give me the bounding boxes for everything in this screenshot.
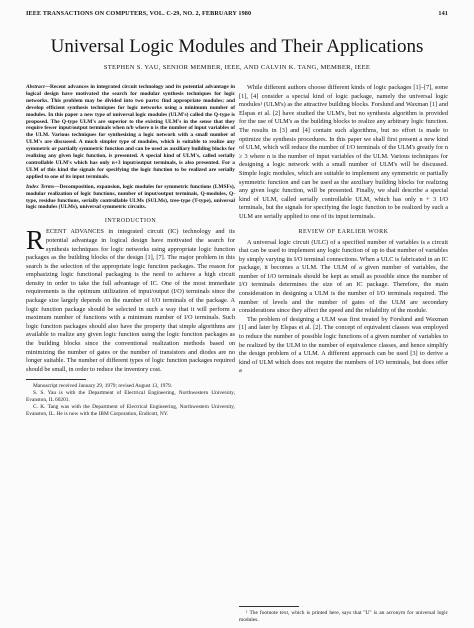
- page-number: 141: [438, 10, 448, 17]
- abstract-text: Recent advances in integrated circuit technology and its potential advantage in logical design have motivated the search for modular synthesis techniques for logic networks. This problem may be divided into two parts: find appropriate modules; and develop efficient synthesis techniques for logic networks using a minimum number of modules. In this paper a new type of universal logic modules (ULM's) called the Q-type is proposed. The Q-type ULM's are superior to the existing ULM's in the sense that they require fewer input/output terminals when n/b where n is the number of input variables of the ULM. Various techniques for synthesizing a logic network with a small number of ULM's are discussed. A much simpler type of modules, which is suitable to realize any symmetric or partially symmetric function and can be used as auxiliary building blocks for realizing any given logic function, is presented. A special kind of ULM's, called serially controllable ULM's which has only n+3 input/output terminals, is also presented. For a ULM of this kind the signals for specifying the logic function to be realized are serially applied to one of its input terminals.: [26, 84, 235, 180]
- paper-title: Universal Logic Modules and Their Applications: [50, 36, 424, 57]
- left-column: [26, 84, 235, 417]
- journal-citation: IEEE TRANSACTIONS ON COMPUTERS, VOL. C-29, NO. 2, FEBRUARY 1980: [26, 10, 252, 17]
- footnote-divider: [26, 379, 86, 380]
- footnote-divider: [239, 606, 299, 607]
- footnote-manuscript: Manuscript received January 29, 1979; revised August 13, 1979.: [33, 383, 173, 390]
- footnote-author-tang: C. K. Tang was with the Department of Electrical Engineering, Northwestern University, Evanston, IL. He is now with the IBM Corporation, Endicott, NY.: [26, 403, 235, 417]
- drop-cap: R: [26, 225, 45, 256]
- footnote-author-yau: S. S. Yau is with the Department of Electrical Engineering, Northwestern University, Evanston, IL 60201.: [26, 390, 235, 403]
- introduction-paragraph: [26, 225, 235, 374]
- footnote-ulm: ¹ The footnote text, which is printed here, says that "U" is an acronym for universal logic modules.: [239, 610, 448, 623]
- section-heading-introduction: INTRODUCTION: [104, 218, 157, 225]
- section-heading-review: REVIEW OF EARLIER WORK: [298, 228, 389, 235]
- review-paragraph: A universal logic circuit (ULC) of a specified number of variables is a circuit that can be used to implement any logic function of up to that number of variables by simply varying its I/O terminal connections. When a ULC is fabricated in an IC package, it becomes a ULM. The ULM of a given number of variables, the number of I/O terminals should be kept as small as possible since the number of I/O terminals determines the size of an IC package. Therefore, the main consideration in designing a ULM is the number of I/O terminals required. The number of levels and the number of gates of the ULM are secondary considerations since they affect the speed and the reliability of the module.: [239, 238, 448, 315]
- abstract: [26, 84, 235, 181]
- review-paragraph: The problem of designing a ULM was first treated by Forslund and Waxman [1] and later by Elspas et al. [2]. The concept of equivalent classes was employed to reduce the number of possible logic functions of a given number of variables to be realized by the ULM to the number of equivalence classes, and hence simplify the design problem of a ULM. A different approach can be used [3] to derive a kind of ULM which does not require the numbers of I/O terminals, but does offer a: [239, 315, 448, 375]
- introduction-text: ECENT ADVANCES in integrated circuit (IC) technology and its potential advantage in logical design have motivated the search for synthesis techniques for logic networks using appropriate logic function packages as the building blocks of the design [1], [7]. The major problem in this search is the selection of the appropriate logic function packages. The reason for emphasizing logic functional packaging is the need to achieve a high circuit density in order to take the full advantage of IC. One of the most immediate requirements is the optimum utilization of input/output (I/O) terminals since the package size largely depends on the number of I/O terminals of the package. A logic function package should be selected in such a way that it will perform a maximum number of functions with a minimum number of I/O terminals. Such logic function packages should also have the property that simple algorithms are available to realize any given logic function using the logic function packages as the building blocks since the conventional realization methods based on minimizing the number of gates or the number of transistors and diodes are no longer suitable. The number of different types of logic function packages required should be small, in order to reduce the inventory cost.: [26, 228, 235, 373]
- index-terms-label: Index Terms—: [26, 183, 60, 190]
- abstract-label: Abstract—: [26, 84, 50, 90]
- index-terms-text: Decomposition, expansion, logic modules for symmetric functions (LMSFs), modular realization of logic functions, number of input/output terminals, Q-modules, Q-type, residue functions, serially controllable ULMs (SULMs), tree-type (T-type), universal logic modules (ULMs), universal symmetric circuits.: [26, 183, 236, 211]
- index-terms: [26, 184, 235, 212]
- intro-continuation: While different authors choose different kinds of logic packages [1]–[7], some [1], [4] consider a special kind of logic package, namely the universal logic modules¹ (ULM's) as the attractive building blocks. Forslund and Waxman [1] and Elspas et al. [2] have studied the ULM's, but no synthesis algorithm is provided for the use of ULM's as the building blocks to realize any arbitrary logic function. The results in [3] and [4] contain such algorithms, but no effort is made to optimize the synthesis procedures. In this paper we shall first present a new kind of ULM, which will reduce the number of I/O terminals of the ULM's greatly for n ≥ 3 where n is the number of input variables of the ULM. Various techniques for designing a logic network with a small number of ULM's will be discussed. Simple logic modules, which are suitable to implement any symmetric or partially symmetric function and can be used as the auxiliary building blocks for realizing any given logic function, will be presented. Finally, we shall describe a special kind of ULM, called serially controllable ULM, which has only n + 3 I/O terminals, but the signals for specifying the logic function to be realized by such a ULM are serially applied to one of its input terminals.: [239, 84, 448, 220]
- right-footnote-block: [239, 601, 448, 624]
- author-line: STEPHEN S. YAU, SENIOR MEMBER, IEEE, AND CALVIN K. TANG, MEMBER, IEEE: [103, 64, 371, 71]
- right-column: [239, 84, 448, 376]
- running-head: [26, 10, 448, 17]
